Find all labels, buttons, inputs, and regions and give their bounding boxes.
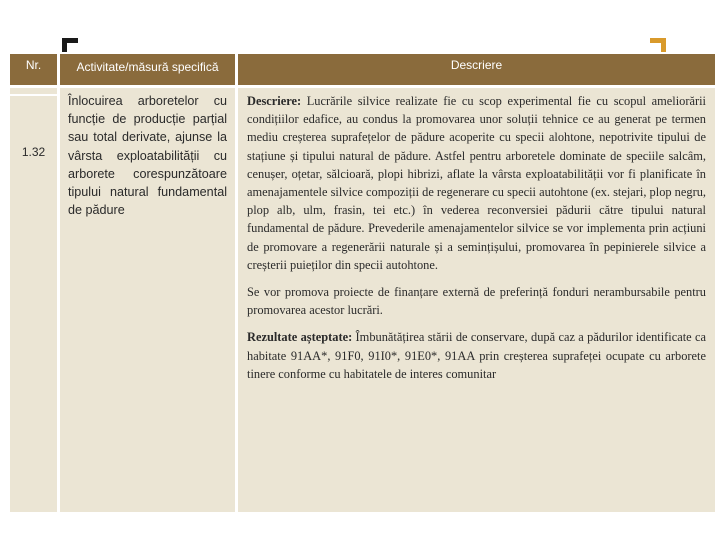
- nr-spacer-cell: [10, 88, 57, 94]
- measures-table: [10, 54, 715, 512]
- header-activity: Activitate/măsură specifică: [60, 54, 235, 85]
- description-label: Descriere:: [247, 94, 302, 108]
- activity-text: Înlocuirea arboretelor cu funcție de producție parțial sau total derivate, ajunse la vârsta exploatabilității cu arborete corespunzătoare tipului natural fundamental de pădure: [68, 94, 227, 218]
- results-text: Îmbunătățirea stării de conservare, după caz a pădurilor identificate ca habitate 91AA*, 91F0, 91I0*, 91E0*, 91AA prin creșterea suprafeței ocupate cu arborete tinere conforme cu habitatele de interes comunitar: [247, 330, 707, 381]
- funding-paragraph: [247, 283, 706, 319]
- description-paragraph: [247, 92, 706, 274]
- description-cell: [238, 88, 715, 512]
- row-number: 1.32: [21, 145, 46, 159]
- header-description: Descriere: [238, 54, 715, 85]
- corner-mark-right-stem: [661, 38, 666, 52]
- header-nr: Nr.: [10, 54, 57, 85]
- description-text: Lucrările silvice realizate fie cu scop experimental fie cu scopul ameliorării condițiilor edafice, au condus la promovarea unor soluții tehnice ce au generat pe termen mediu creșterea suprafețelor de pădure acoperite cu specii alohtone, nepotrivite tipului de stațiune și tipului natural de pădure. Astfel pentru arboretele dominate de speciile salcâm, cenușer, oțetar, sălcioară, plopi hibrizi, aflate la vârsta exploatabilității vor fi planificate în amenajamentele silvice compoziții de regenerare cu specii autohtone (ex. stejari, plop negru, plop alb, ulm, frasin, tei etc.) în vederea reconversiei pădurii către tipului natural fundamental de pădure. Prevederile amenajamentelor silvice se vor implementa prin acțiuni de promovare a regenerării naturale și a semințișului, promovarea în pepinierele silvice a creșterii puieților din specii autohtone.: [247, 94, 706, 272]
- activity-cell: [60, 88, 235, 512]
- funding-text: Se vor promova proiecte de finanțare externă de preferință fonduri nerambursabile pentru promovarea acestor lucrări.: [247, 285, 706, 318]
- results-paragraph: [247, 328, 706, 383]
- corner-mark-left-stem: [62, 38, 67, 52]
- results-label: Rezultate așteptate:: [247, 330, 353, 345]
- row-number-cell: [10, 96, 57, 512]
